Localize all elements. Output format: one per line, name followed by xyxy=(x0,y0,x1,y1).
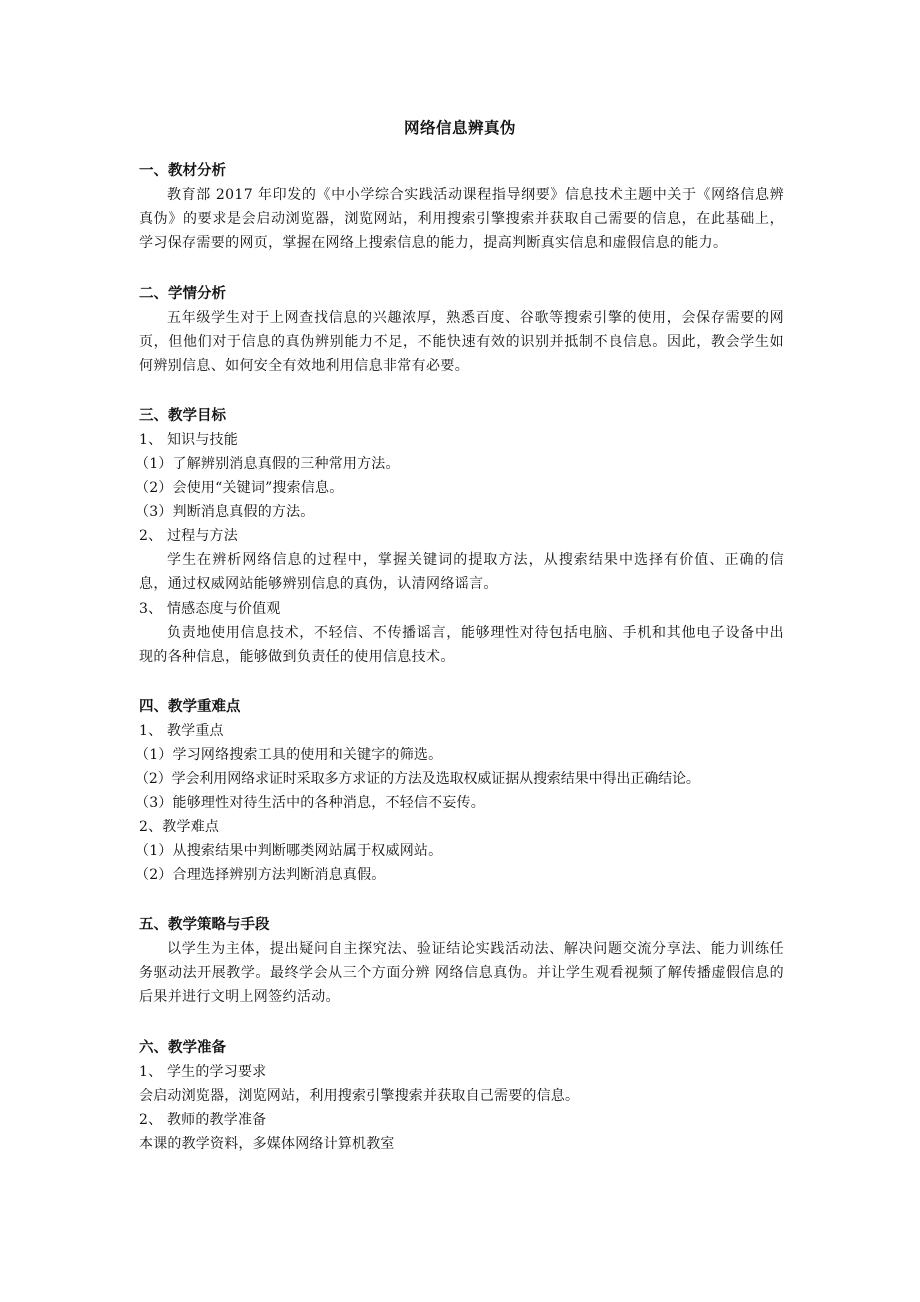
list-item: （3）判断消息真假的方法。 xyxy=(135,504,315,521)
section-teaching-preparation xyxy=(139,1037,784,1156)
subheading: 3、 情感态度与价值观 xyxy=(139,600,281,617)
list-item: （2）合理选择辨别方法判断消息真假。 xyxy=(135,867,386,884)
subheading: 1、 知识与技能 xyxy=(139,432,238,449)
paragraph: 以学生为主体，提出疑问自主探究法、验证结论实践活动法、解决问题交流分享法、能力训练任务驱动法开展教学。最终学会从三个方面分辨 网络信息真伪。并让学生观看视频了解传播虚假信息的后果并进行文明上网签约活动。 xyxy=(139,941,784,1006)
subheading: 2、 教师的教学准备 xyxy=(139,1111,267,1128)
section-teaching-goals xyxy=(135,405,784,669)
section-heading: 六、教学准备 xyxy=(139,1039,226,1056)
list-item: （1）从搜索结果中判断哪类网站属于权威网站。 xyxy=(135,843,443,860)
text-line: 会启动浏览器，浏览网站，利用搜索引擎搜索并获取自己需要的信息。 xyxy=(139,1087,580,1104)
paragraph: 教育部 2017 年印发的《中小学综合实践活动课程指导纲要》信息技术主题中关于《网络信息辨真伪》的要求是会启动浏览器，浏览网站，利用搜索引擎搜索并获取自己需要的信息，在此基础上，学习保存需要的网页，掌握在网络上搜索信息的能力，提高判断真实信息和虚假信息的能力。 xyxy=(139,187,784,252)
section-material-analysis xyxy=(139,160,784,256)
section-key-difficult-points xyxy=(135,696,784,887)
subheading: 2、 过程与方法 xyxy=(139,528,238,545)
section-teaching-strategy xyxy=(139,914,784,1010)
section-heading: 三、教学目标 xyxy=(139,408,226,425)
document-body xyxy=(135,160,784,1183)
section-heading: 五、教学策略与手段 xyxy=(139,917,270,934)
list-item: （2）学会利用网络求证时采取多方求证的方法及选取权威证据从搜索结果中得出正确结论。 xyxy=(135,771,700,788)
list-item: （2）会使用“关键词”搜索信息。 xyxy=(135,480,344,497)
subheading: 1、 学生的学习要求 xyxy=(139,1063,267,1080)
text-line: 本课的教学资料，多媒体网络计算机教室 xyxy=(139,1135,395,1152)
paragraph: 五年级学生对于上网查找信息的兴趣浓厚，熟悉百度、谷歌等搜索引擎的使用，会保存需要的网页，但他们对于信息的真伪辨别能力不足，不能快速有效的识别并抵制不良信息。因此，教会学生如何辨别信息、如何安全有效地利用信息非常有必要。 xyxy=(139,309,784,375)
list-item: （1）了解辨别消息真假的三种常用方法。 xyxy=(135,456,400,473)
section-heading: 一、教材分析 xyxy=(139,163,226,179)
paragraph: 负责地使用信息技术，不轻信、不传播谣言，能够理性对待包括电脑、手机和其他电子设备中出现的各种信息，能够做到负责任的使用信息技术。 xyxy=(139,624,784,665)
list-item: （3）能够理性对待生活中的各种消息，不轻信不妄传。 xyxy=(135,795,485,812)
subheading: 2、教学难点 xyxy=(139,819,220,836)
paragraph: 学生在辨析网络信息的过程中，掌握关键词的提取方法，从搜索结果中选择有价值、正确的信息，通过权威网站能够辨别信息的真伪，认清网络谣言。 xyxy=(139,552,784,593)
section-heading: 四、教学重难点 xyxy=(139,699,241,716)
subheading: 1、 教学重点 xyxy=(139,723,224,740)
section-student-analysis xyxy=(139,283,784,379)
list-item: （1）学习网络搜索工具的使用和关键字的筛选。 xyxy=(135,747,443,764)
document-title: 网络信息辨真伪 xyxy=(403,119,516,137)
section-heading: 二、学情分析 xyxy=(139,285,226,302)
